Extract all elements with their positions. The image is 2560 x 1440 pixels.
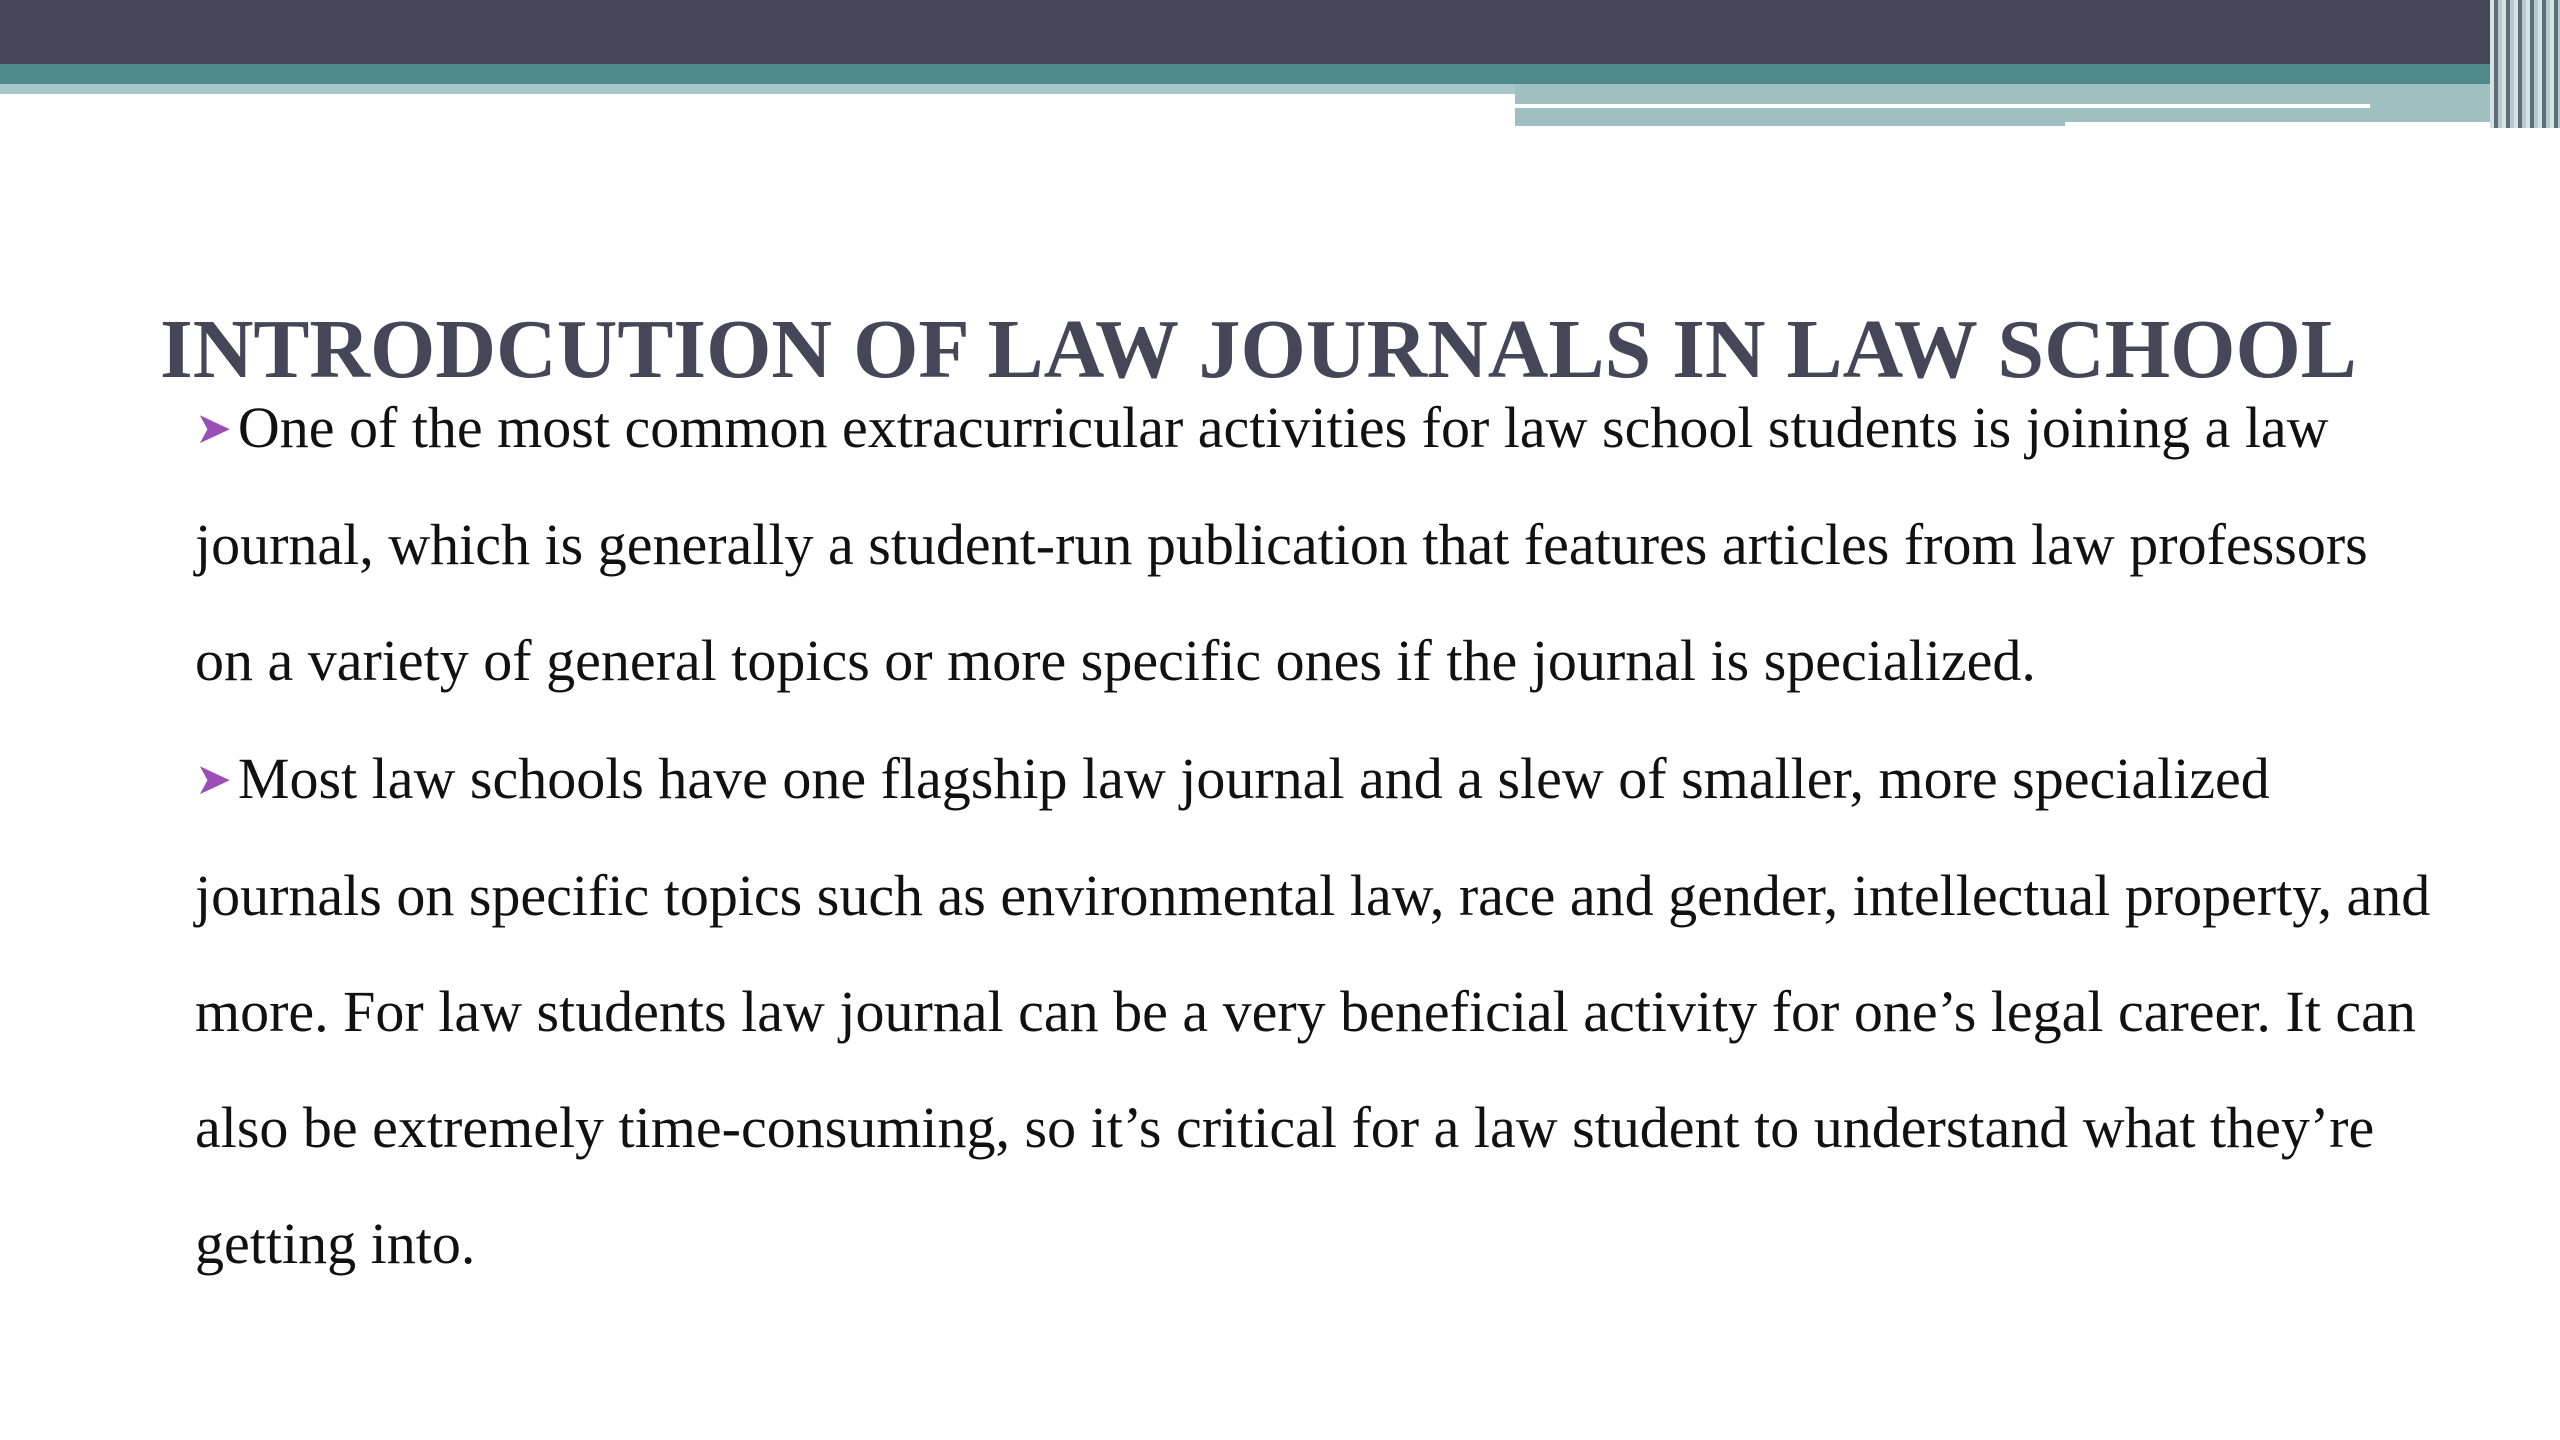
slide-body <box>195 370 2435 1304</box>
header-band-light-left <box>0 84 1515 94</box>
header-band-dark <box>0 0 2560 64</box>
bullet-text-1: One of the most common extracurricular activities for law school students is joining a law journal, which is generally a student-run publication that features articles from law professors on a variety of general topics or more specific ones if the journal is specialized. <box>195 395 2368 693</box>
header-divider-line-short <box>2065 122 2515 126</box>
bullet-paragraph-1 <box>195 370 2435 719</box>
bullet-paragraph-2 <box>195 721 2435 1302</box>
header-band-teal <box>0 64 2560 84</box>
arrow-bullet-icon: ➤ <box>195 404 232 453</box>
header-divider-line <box>1515 104 2370 108</box>
header-edge-stripes <box>2490 0 2560 128</box>
slide-title: INTRODCUTION OF LAW JOURNALS IN LAW SCHOOL <box>160 303 2357 396</box>
arrow-bullet-icon: ➤ <box>195 755 232 804</box>
bullet-text-2: Most law schools have one flagship law journal and a slew of smaller, more specialized journals on specific topics such as environmental law, race and gender, intellectual property, and more. For law students law journal can be a very beneficial activity for one’s legal career. It can also be extremely time-consuming, so it’s critical for a law student to understand what they’re getting into. <box>195 746 2431 1276</box>
